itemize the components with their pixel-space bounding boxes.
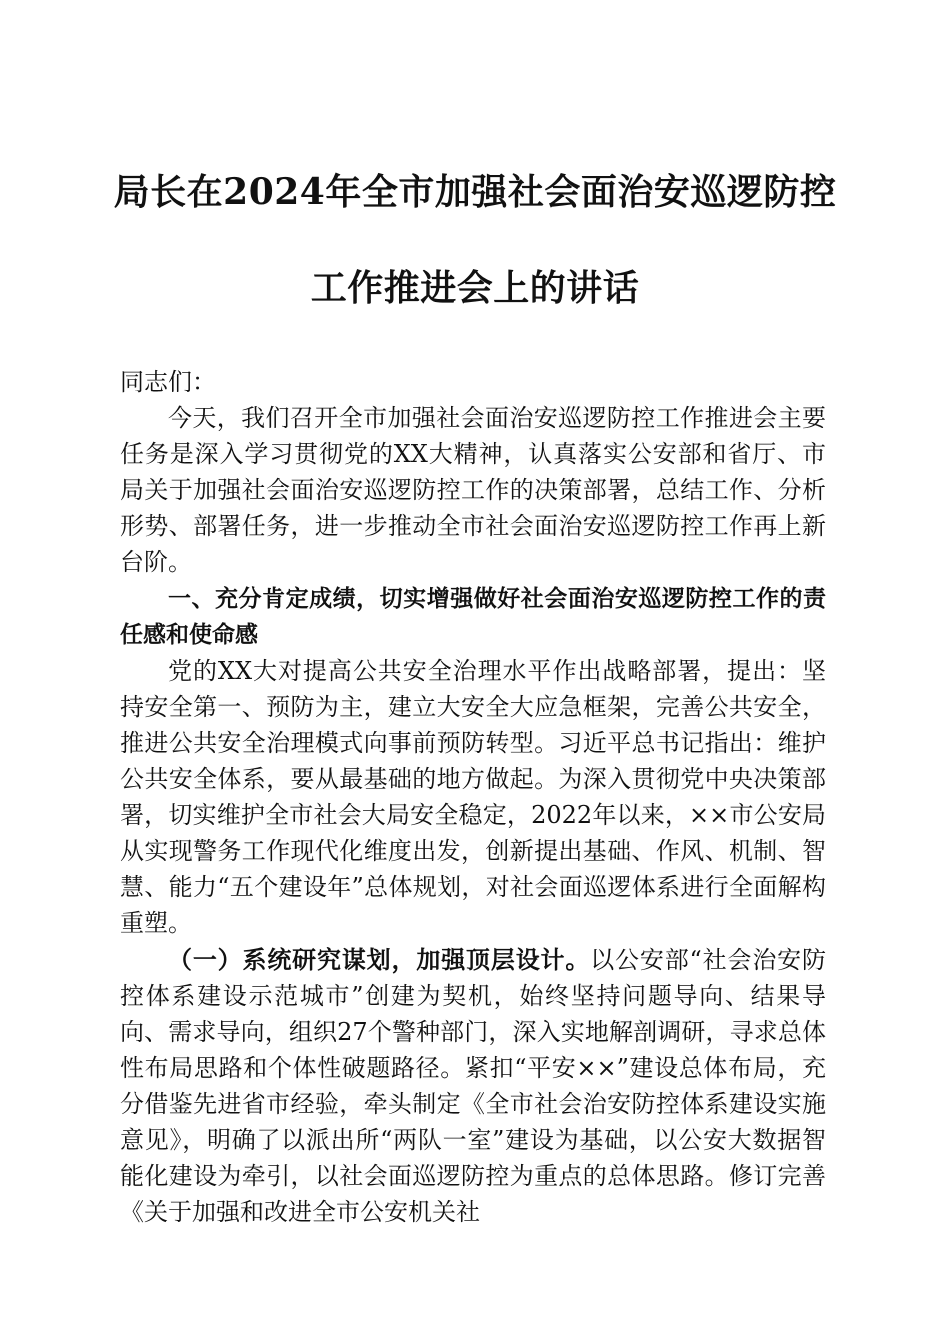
- section-1-paragraph: 党的XX大对提高公共安全治理水平作出战略部署，提出：坚持安全第一、预防为主，建立大安全大应急框架，完善公共安全，推进公共安全治理模式向事前预防转型。习近平总书记指出：维护公共安全体系，要从最基础的地方做起。为深入贯彻党中央决策部署，切实维护全市社会大局安全稳定，2022年以来，××市公安局从实现警务工作现代化维度出发，创新提出基础、作风、机制、智慧、能力“五个建设年”总体规划，对社会面巡逻体系进行全面解构重塑。: [120, 656, 826, 938]
- subsection-1-paragraph: [120, 942, 826, 1231]
- salutation: 同志们：: [120, 368, 216, 396]
- document-title-line-2: 工作推进会上的讲话: [310, 267, 640, 309]
- subsection-1-heading: （一）系统研究谋划，加强顶层设计。: [168, 944, 591, 974]
- section-heading-1: 一、充分肯定成绩，切实增强做好社会面治安巡逻防控工作的责任感和使命感: [120, 585, 826, 648]
- intro-paragraph: 今天，我们召开全市加强社会面治安巡逻防控工作推进会主要任务是深入学习贯彻党的XX大精神，认真落实公安部和省厅、市局关于加强社会面治安巡逻防控工作的决策部署，总结工作、分析形势、部署任务，进一步推动全市社会面治安巡逻防控工作再上新台阶。: [120, 404, 826, 577]
- document-body: [120, 364, 826, 1230]
- subsection-1-text: 以公安部“社会治安防控体系建设示范城市”创建为契机，始终坚持问题导向、结果导向、需求导向，组织27个警种部门，深入实地解剖调研，寻求总体性布局思路和个体性破题路径。紧扣“平安××”建设总体布局，充分借鉴先进省市经验，牵头制定《全市社会治安防控体系建设实施意见》，明确了以派出所“两队一室”建设为基础，以公安大数据智能化建设为牵引，以社会面巡逻防控为重点的总体思路。修订完善《关于加强和改进全市公安机关社: [120, 945, 826, 1227]
- document-title-line-1: 局长在2024年全市加强社会面治安巡逻防控: [113, 171, 837, 213]
